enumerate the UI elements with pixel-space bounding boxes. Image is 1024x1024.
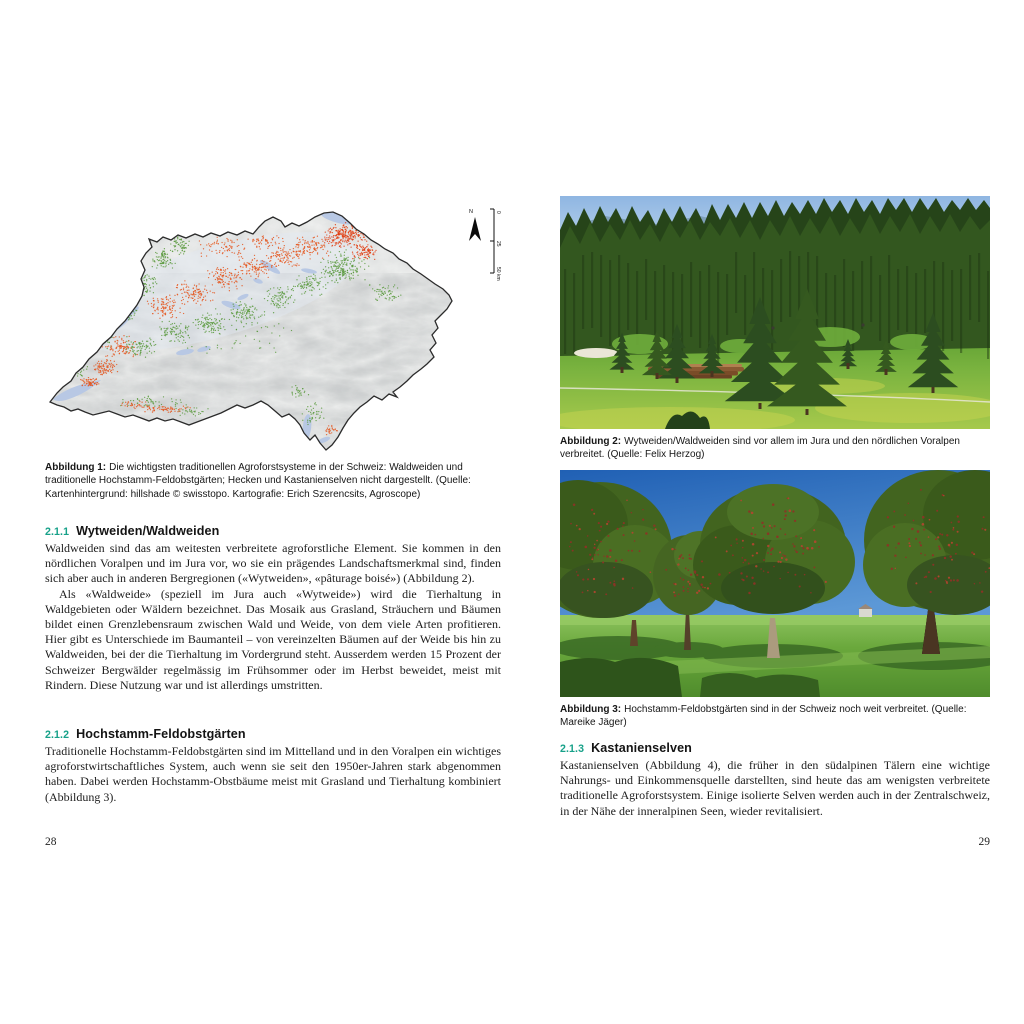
foreground-weeds-left	[560, 658, 682, 697]
page-number-right: 29	[978, 836, 990, 848]
north-arrow-icon	[469, 209, 481, 241]
map-hillshade	[45, 197, 460, 455]
switzerland-map	[45, 197, 501, 455]
section-kastanienselven	[560, 741, 990, 819]
scale-bar	[490, 209, 494, 273]
svg-text:50 km: 50 km	[495, 267, 501, 281]
apple-tree-canopies	[560, 470, 990, 618]
obstgarten-figure	[560, 470, 990, 730]
figure2-caption-label: Abbildung 2:	[560, 436, 622, 447]
section-title: Kastanienselven	[591, 741, 692, 755]
section-feldobstgaerten	[45, 727, 501, 805]
body-paragraph: Waldweiden sind das am weitesten verbreitete agroforstliche Element. Sie kommen in den nördlichen Voralpen und im Jura vor, wo sie ein prägendes Landschaftsmerkmal sind, finden sich aber auch in anderen Bergregionen («Wytweiden», «pâturage boisé») (Abbildung 2).	[45, 541, 501, 586]
section-title: Wytweiden/Waldweiden	[76, 524, 220, 538]
body-paragraph: Kastanienselven (Abbildung 4), die früher in den südalpinen Tälern eine wichtige Nahrungs- und Einkommensquelle darstellten, sind heute das am wenigsten verbreitete traditionelle Agroforstsystem. Einige isolierte Selven werden auch in der Zentralschweiz, in der Nähe der inneralpinen Seen, wieder revitalisiert.	[560, 758, 990, 818]
figure1-caption	[45, 461, 493, 501]
section-number: 2.1.3	[560, 742, 585, 755]
svg-text:N: N	[469, 209, 473, 215]
sand-patch	[574, 348, 618, 358]
body-paragraph: Als «Waldweide» (speziell im Jura auch «Wytweide») wird die Tierhaltung in Waldgebieten oder Wäldern bezeichnet. Das Mosaik aus Grasland, Sträuchern und Bäumen bildet einen Grenzlebensraum zwischen Wald und Weide, von dem viele Arten profitieren. Hier gibt es Unterschiede im Baumanteil – von vereinzelten Bäumen auf der Weide bis hin zu Waldweiden, bei der die Tierhaltung im Vordergrund steht. Ausserdem werden 15 Prozent der Schweizer Bergwälder regelmässig im Frühsommer oder im Herbst beweidet, meist mit Rindern. Diese Nutzung war und ist allerdings umstritten.	[45, 586, 501, 692]
scale-labels	[495, 211, 501, 281]
section-title: Hochstamm-Feldobstgärten	[76, 727, 246, 741]
section-wytweiden	[45, 524, 501, 693]
figure3-caption-label: Abbildung 3:	[560, 704, 622, 715]
obstgarten-photo	[560, 470, 990, 697]
svg-text:0: 0	[495, 211, 501, 214]
figure3-caption	[560, 703, 984, 730]
waldweide-photo	[560, 196, 990, 429]
section-heading	[45, 524, 501, 538]
figure3-caption-text: Hochstamm-Feldobstgärten sind in der Schweiz noch weit verbreitet. (Quelle: Mareike Jäger)	[560, 704, 967, 729]
figure1-caption-text: Die wichtigsten traditionellen Agroforstsysteme in der Schweiz: Waldweiden und traditionelle Hochstamm-Feldobstgärten; Hecken und Kastanienselven nicht dargestellt. (Quelle: Kartenhintergrund: hillshade © swisstopo. Kartografie: Erich Szerencsits, Agroscope)	[45, 462, 471, 500]
figure2-caption-text: Wytweiden/Waldweiden sind vor allem im Jura und den nördlichen Voralpen verbreitet. (Quelle: Felix Herzog)	[560, 436, 960, 461]
section-number: 2.1.1	[45, 525, 70, 538]
section-heading	[560, 741, 990, 755]
page-number-left: 28	[45, 836, 57, 848]
svg-text:25: 25	[495, 241, 501, 247]
section-number: 2.1.2	[45, 728, 70, 741]
figure1-caption-label: Abbildung 1:	[45, 462, 107, 473]
map-figure	[45, 197, 501, 501]
figure2-caption	[560, 435, 984, 462]
waldweide-figure	[560, 196, 990, 462]
body-paragraph: Traditionelle Hochstamm-Feldobstgärten sind im Mittelland und in den Voralpen ein wichtiges agroforstwirtschaftliches System, auch wenn sie seit den 1950er-Jahren stark abgenommen haben. Dabei werden Hochstamm-Obstbäume meist mit Grasland und Tierhaltung kombiniert (Abbildung 3).	[45, 744, 501, 804]
section-heading	[45, 727, 501, 741]
